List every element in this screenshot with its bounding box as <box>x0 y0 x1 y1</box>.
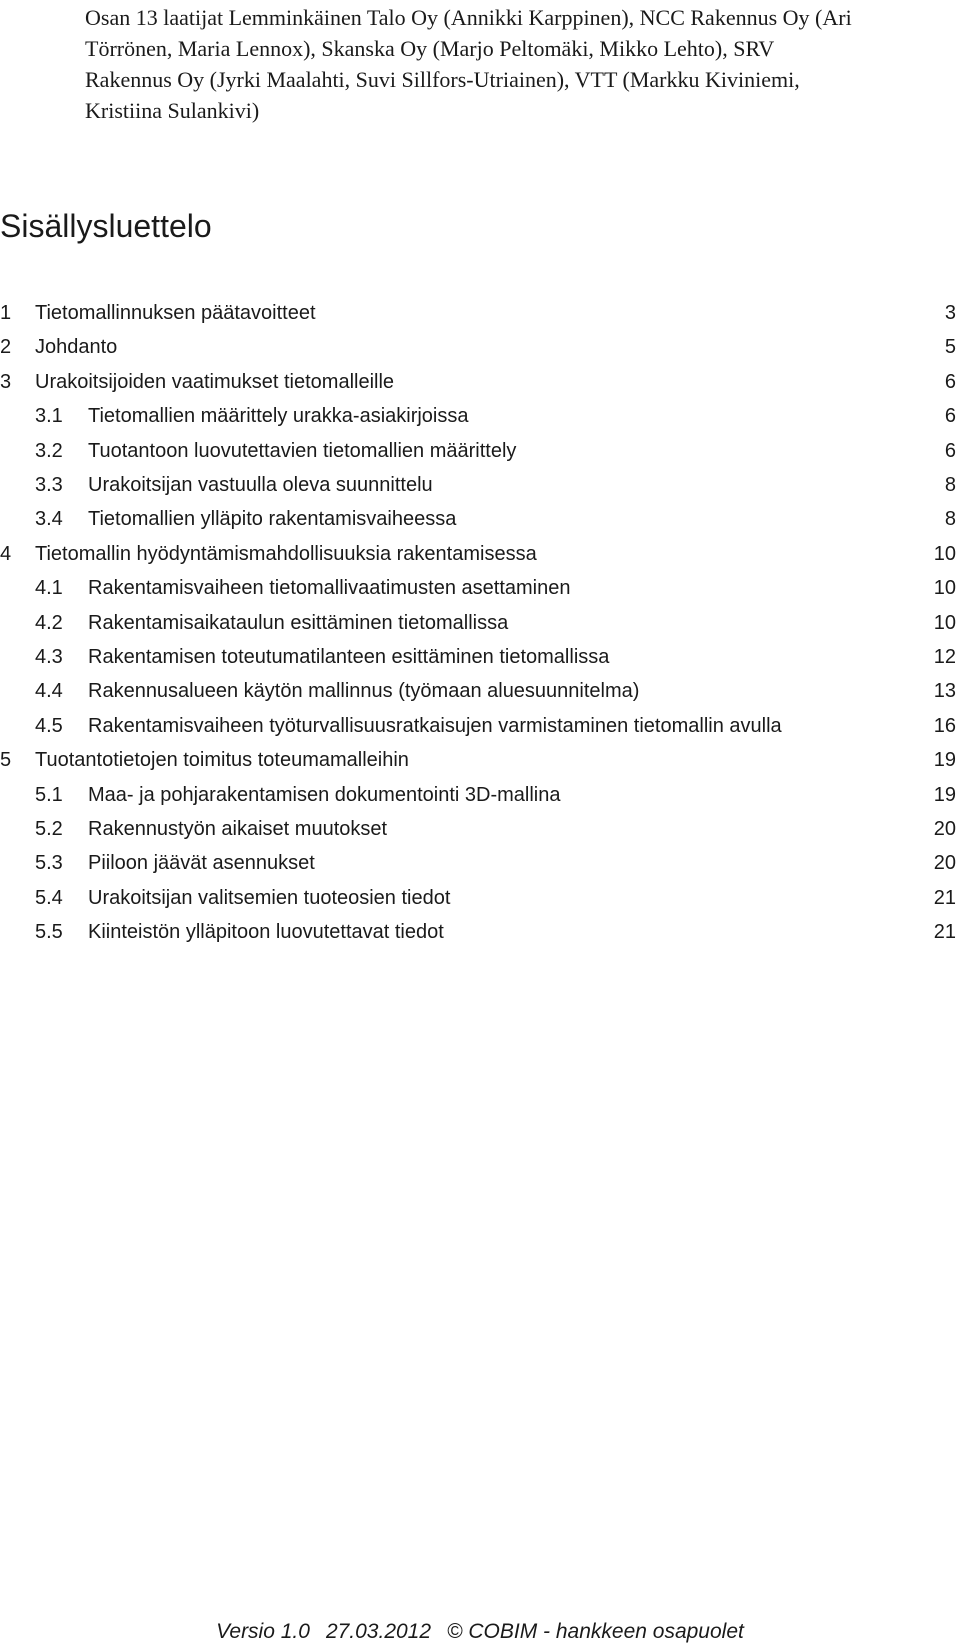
toc-entry[interactable] <box>0 642 960 672</box>
toc-entry-page: 6 <box>944 439 956 462</box>
intro-line: Rakennus Oy (Jyrki Maalahti, Suvi Sillfors-Utriainen), VTT (Markku Kiviniemi, <box>85 67 800 92</box>
toc-entry-number: 4.1 <box>35 577 63 600</box>
toc-entry-title: Rakentamisen toteutumatilanteen esittäminen tietomallissa <box>88 646 610 668</box>
intro-paragraph <box>85 2 935 126</box>
toc-entry-number: 4.3 <box>35 646 63 668</box>
toc-entry-number: 5.3 <box>35 852 63 875</box>
toc-entry-title: Urakoitsijan valitsemien tuoteosien tiedot <box>88 886 451 909</box>
toc-entry[interactable] <box>0 436 960 466</box>
toc-entry[interactable] <box>0 848 960 878</box>
toc-entry-page: 10 <box>933 577 956 600</box>
toc-entry-title: Tietomallien ylläpito rakentamisvaiheessa <box>88 508 457 531</box>
intro-line: Osan 13 laatijat Lemminkäinen Talo Oy (Annikki Karppinen), NCC Rakennus Oy (Ari <box>85 5 852 30</box>
toc-entry-number: 5 <box>0 749 12 772</box>
toc-entry-page: 20 <box>933 818 956 840</box>
toc-entry-number: 5.1 <box>35 783 63 806</box>
toc-entry-page: 8 <box>944 508 956 531</box>
toc-entry-page: 19 <box>933 749 956 772</box>
toc-entry[interactable] <box>0 504 960 534</box>
toc-entry-title: Rakennusalueen käytön mallinnus (työmaan aluesuunnitelma) <box>88 680 640 703</box>
toc-entry-page: 10 <box>933 542 956 565</box>
toc-entry-number: 3.2 <box>35 439 63 462</box>
toc-entry[interactable] <box>0 332 960 362</box>
toc-entry-title: Johdanto <box>35 336 118 359</box>
toc-entry-title: Kiinteistön ylläpitoon luovutettavat tiedot <box>88 921 444 944</box>
toc-entry-title: Tietomallien määrittely urakka-asiakirjoissa <box>88 405 469 428</box>
page-footer <box>0 1620 960 1644</box>
toc-entry-page: 19 <box>933 783 956 806</box>
toc-entry[interactable] <box>0 676 960 706</box>
intro-line: Törrönen, Maria Lennox), Skanska Oy (Marjo Peltomäki, Mikko Lehto), SRV <box>85 36 775 61</box>
toc-entry-title: Urakoitsijan vastuulla oleva suunnittelu <box>88 474 433 496</box>
toc-entry-number: 4.5 <box>35 714 63 737</box>
footer-copyright: © COBIM - hankkeen osapuolet <box>447 1620 744 1643</box>
toc-entry-page: 6 <box>944 370 956 393</box>
toc-entry-page: 3 <box>944 302 956 324</box>
toc-entry[interactable] <box>0 883 960 913</box>
toc-entry-number: 3.3 <box>35 474 63 496</box>
footer-version: Versio 1.0 <box>216 1620 310 1643</box>
toc-entry[interactable] <box>0 401 960 431</box>
toc-entry-page: 5 <box>944 336 956 359</box>
toc-entry-title: Urakoitsijoiden vaatimukset tietomalleille <box>35 370 395 393</box>
toc-entry-title: Rakentamisvaiheen tietomallivaatimusten asettaminen <box>88 577 571 600</box>
toc-entry-number: 4.4 <box>35 680 63 703</box>
toc-entry[interactable] <box>0 917 960 947</box>
toc-entry-title: Rakennustyön aikaiset muutokset <box>88 818 388 840</box>
toc-entry[interactable] <box>0 573 960 603</box>
toc-entry[interactable] <box>0 745 960 775</box>
toc-entry-title: Maa- ja pohjarakentamisen dokumentointi 3D-mallina <box>88 783 561 806</box>
toc-entry-title: Piiloon jäävät asennukset <box>88 852 315 875</box>
toc-entry-title: Rakentamisvaiheen työturvallisuusratkaisujen varmistaminen tietomallin avulla <box>88 714 782 737</box>
toc-entry-number: 3.4 <box>35 508 63 531</box>
toc-entry-title: Tietomallin hyödyntämismahdollisuuksia rakentamisessa <box>35 542 537 565</box>
toc-entry[interactable] <box>0 470 960 500</box>
footer-date: 27.03.2012 <box>325 1620 432 1643</box>
toc-entry[interactable] <box>0 711 960 741</box>
toc-entry-page: 10 <box>933 611 956 634</box>
toc-entry-number: 2 <box>0 336 12 359</box>
toc-entry-number: 1 <box>0 302 12 324</box>
toc-entry-page: 8 <box>944 474 956 496</box>
toc-entry-title: Tuotantoon luovutettavien tietomallien määrittely <box>88 439 517 462</box>
page-title: Sisällysluettelo <box>0 208 212 244</box>
toc-entry-number: 3.1 <box>35 405 63 428</box>
toc-entry-page: 12 <box>933 646 956 668</box>
toc-entry-page: 6 <box>944 405 956 428</box>
toc-entry-page: 16 <box>933 714 956 737</box>
toc-entry-page: 20 <box>933 852 956 875</box>
toc-entry-number: 4 <box>0 542 12 565</box>
toc-entry-page: 21 <box>933 921 956 944</box>
toc-entry-title: Tietomallinnuksen päätavoitteet <box>35 302 316 324</box>
toc-entry-title: Tuotantotietojen toimitus toteumamalleihin <box>35 749 409 772</box>
toc-entry-number: 4.2 <box>35 611 63 634</box>
toc-entry-title: Rakentamisaikataulun esittäminen tietomallissa <box>88 611 509 634</box>
toc-entry[interactable] <box>0 780 960 810</box>
toc-entry-number: 5.2 <box>35 818 63 840</box>
toc-entry[interactable] <box>0 298 960 328</box>
toc-entry-page: 13 <box>933 680 956 703</box>
toc-entry[interactable] <box>0 539 960 569</box>
toc-entry-number: 5.5 <box>35 921 63 944</box>
toc-entry-page: 21 <box>933 886 956 909</box>
toc-entry[interactable] <box>0 814 960 844</box>
toc-entry[interactable] <box>0 608 960 638</box>
intro-line: Kristiina Sulankivi) <box>85 98 260 123</box>
toc-entry-number: 5.4 <box>35 886 63 909</box>
toc-entry[interactable] <box>0 367 960 397</box>
toc-entry-number: 3 <box>0 370 12 393</box>
